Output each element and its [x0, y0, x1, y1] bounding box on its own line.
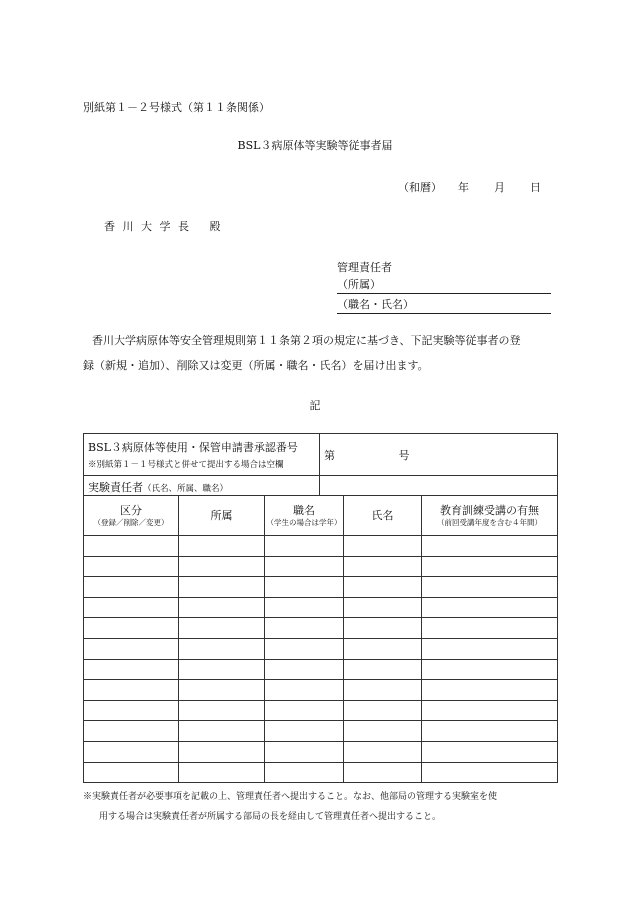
- table-row: [84, 741, 558, 762]
- col-header-name: [344, 496, 422, 536]
- cell-category[interactable]: [84, 597, 179, 618]
- cell-name[interactable]: [344, 741, 422, 762]
- cell-category[interactable]: [84, 680, 179, 701]
- cell-training[interactable]: [422, 597, 558, 618]
- footer-note-line-1: ※実験責任者が必要事項を記載の上、管理責任者へ提出すること。なお、他部局の管理する実験室を使: [83, 792, 498, 802]
- cell-affiliation[interactable]: [179, 618, 265, 639]
- cell-category[interactable]: [84, 741, 179, 762]
- responsible-note: （氏名、所属、職名）: [143, 484, 229, 494]
- cell-affiliation[interactable]: [179, 762, 265, 783]
- approval-row: [84, 434, 558, 476]
- table-row: [84, 638, 558, 659]
- number-prefix: 第: [324, 448, 336, 462]
- cell-position[interactable]: [265, 597, 344, 618]
- cell-affiliation[interactable]: [179, 536, 265, 557]
- date-era: （和暦）: [398, 181, 442, 194]
- cell-training[interactable]: [422, 536, 558, 557]
- col-training-main: 教育訓練受講の有無: [440, 503, 540, 517]
- cell-category[interactable]: [84, 577, 179, 598]
- cell-position[interactable]: [265, 618, 344, 639]
- cell-name[interactable]: [344, 680, 422, 701]
- cell-training[interactable]: [422, 618, 558, 639]
- col-header-affiliation: [179, 496, 265, 536]
- cell-position[interactable]: [265, 741, 344, 762]
- table-row: [84, 536, 558, 557]
- cell-category[interactable]: [84, 536, 179, 557]
- cell-category[interactable]: [84, 659, 179, 680]
- col-name-main: 氏名: [371, 508, 394, 522]
- cell-position[interactable]: [265, 721, 344, 742]
- responsible-label-cell: [84, 476, 320, 496]
- cell-name[interactable]: [344, 597, 422, 618]
- cell-name[interactable]: [344, 762, 422, 783]
- col-category-sub: （登録／削除／変更）: [93, 517, 169, 527]
- col-category-main: 区分: [120, 503, 142, 517]
- cell-training[interactable]: [422, 741, 558, 762]
- manager-affiliation-line: [337, 276, 551, 294]
- intro-line-2: 録（新規・追加）、削除又は変更（所属・職名・氏名）を届け出ます。: [83, 359, 429, 372]
- date-month: 月: [494, 181, 505, 194]
- table-row: [84, 721, 558, 742]
- col-position-sub: （学生の場合は学年）: [266, 517, 342, 527]
- cell-affiliation[interactable]: [179, 741, 265, 762]
- cell-name[interactable]: [344, 638, 422, 659]
- footer-note-line-2: 用する場合は実験責任者が所属する部局の長を経由して管理責任者へ提出すること。: [99, 812, 442, 822]
- approval-label-cell: [84, 434, 320, 476]
- cell-affiliation[interactable]: [179, 556, 265, 577]
- number-suffix: 号: [398, 448, 410, 462]
- responsible-value-cell[interactable]: [320, 476, 558, 496]
- addressee: 香 川 大 学 長 殿: [104, 220, 223, 233]
- document-title: BSL３病原体等実験等従事者届: [237, 139, 393, 152]
- cell-category[interactable]: [84, 556, 179, 577]
- cell-name[interactable]: [344, 618, 422, 639]
- cell-training[interactable]: [422, 721, 558, 742]
- table-row: [84, 577, 558, 598]
- cell-position[interactable]: [265, 762, 344, 783]
- manager-affiliation: （所属）: [337, 278, 381, 291]
- col-training-sub: （前回受講年度を含む４年間）: [437, 517, 543, 527]
- manager-name: （職名・氏名）: [337, 298, 414, 311]
- table-body: [84, 536, 558, 783]
- cell-name[interactable]: [344, 536, 422, 557]
- col-header-category: [84, 496, 179, 536]
- cell-training[interactable]: [422, 556, 558, 577]
- cell-affiliation[interactable]: [179, 680, 265, 701]
- cell-category[interactable]: [84, 721, 179, 742]
- cell-category[interactable]: [84, 638, 179, 659]
- cell-training[interactable]: [422, 700, 558, 721]
- cell-affiliation[interactable]: [179, 721, 265, 742]
- cell-position[interactable]: [265, 536, 344, 557]
- cell-affiliation[interactable]: [179, 577, 265, 598]
- cell-affiliation[interactable]: [179, 597, 265, 618]
- table-row: [84, 618, 558, 639]
- cell-name[interactable]: [344, 577, 422, 598]
- table-row: [84, 556, 558, 577]
- cell-training[interactable]: [422, 762, 558, 783]
- cell-name[interactable]: [344, 700, 422, 721]
- approval-number-cell[interactable]: [320, 434, 558, 476]
- table-row: [84, 659, 558, 680]
- col-affiliation-main: 所属: [210, 508, 233, 522]
- responsible-label: 実験責任者: [88, 481, 143, 494]
- cell-name[interactable]: [344, 556, 422, 577]
- cell-affiliation[interactable]: [179, 638, 265, 659]
- approval-note: ※別紙第１－１号様式と併せて提出する場合は空欄: [88, 460, 284, 470]
- manager-name-line: [337, 296, 551, 314]
- cell-training[interactable]: [422, 680, 558, 701]
- col-position-main: 職名: [293, 503, 315, 517]
- cell-training[interactable]: [422, 638, 558, 659]
- cell-affiliation[interactable]: [179, 659, 265, 680]
- table-row: [84, 597, 558, 618]
- registration-table: [83, 433, 558, 783]
- cell-name[interactable]: [344, 721, 422, 742]
- date-day: 日: [530, 181, 541, 194]
- cell-affiliation[interactable]: [179, 700, 265, 721]
- col-header-position: [265, 496, 344, 536]
- cell-position[interactable]: [265, 638, 344, 659]
- table-row: [84, 762, 558, 783]
- intro-line-1: 香川大学病原体等安全管理規則第１１条第２項の規定に基づき、下記実験等従事者の登: [92, 334, 521, 347]
- form-number: 別紙第１－２号様式（第１１条関係）: [83, 101, 270, 114]
- cell-category[interactable]: [84, 618, 179, 639]
- cell-position[interactable]: [265, 680, 344, 701]
- col-header-training: [422, 496, 558, 536]
- column-header-row: [84, 496, 558, 536]
- cell-position[interactable]: [265, 556, 344, 577]
- responsible-row: [84, 476, 558, 496]
- manager-label: 管理責任者: [337, 261, 392, 274]
- table-row: [84, 700, 558, 721]
- cell-position[interactable]: [265, 700, 344, 721]
- cell-category[interactable]: [84, 762, 179, 783]
- cell-position[interactable]: [265, 577, 344, 598]
- cell-name[interactable]: [344, 659, 422, 680]
- cell-position[interactable]: [265, 659, 344, 680]
- date-year: 年: [458, 181, 469, 194]
- cell-training[interactable]: [422, 659, 558, 680]
- ki-label: 記: [309, 399, 321, 412]
- approval-label: BSL３病原体等使用・保管申請書承認番号: [88, 441, 298, 454]
- cell-training[interactable]: [422, 577, 558, 598]
- table-row: [84, 680, 558, 701]
- cell-category[interactable]: [84, 700, 179, 721]
